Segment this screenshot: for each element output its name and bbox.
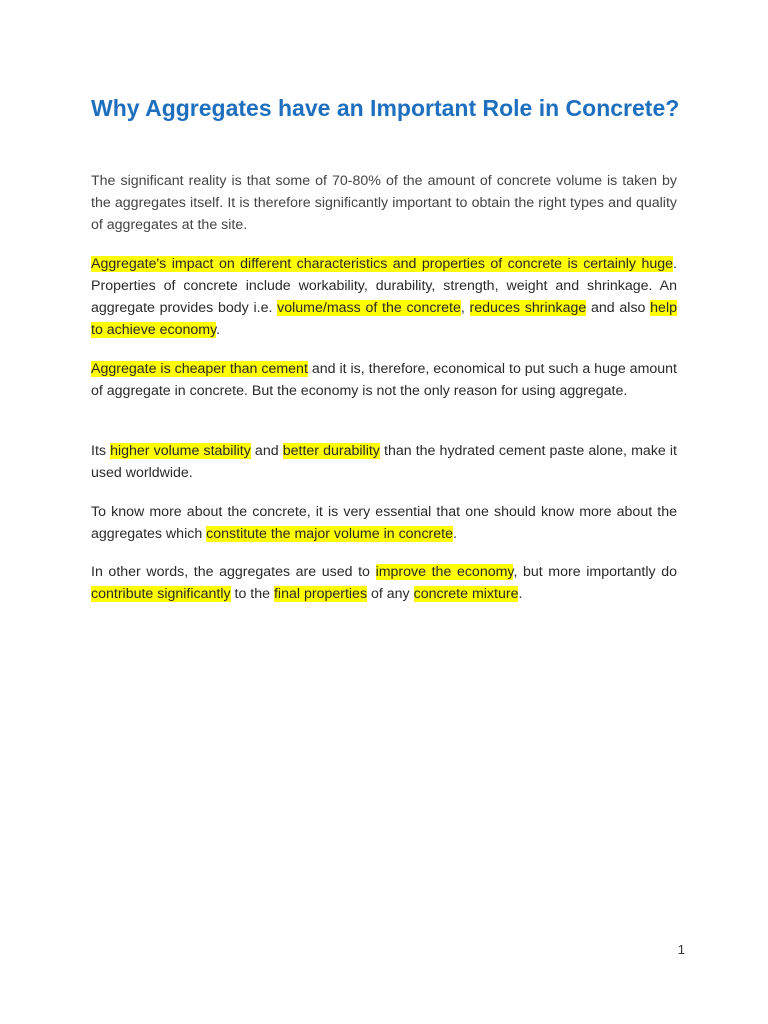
highlight-final-properties: final properties <box>273 586 368 602</box>
other-words-paragraph <box>91 561 677 605</box>
text-know-more: To know more about the concrete, it is very essential that one should know more about the aggregates which <box>91 504 677 542</box>
highlight-major-volume: constitute the major volume in concrete <box>206 526 453 542</box>
text-comma: , <box>460 300 470 316</box>
impact-paragraph <box>91 253 677 341</box>
stability-paragraph <box>91 440 677 484</box>
text-to-the: to the <box>230 586 274 602</box>
highlight-cheaper-than-cement: Aggregate is cheaper than cement <box>91 361 308 377</box>
cheaper-paragraph <box>91 358 677 402</box>
page-number: 1 <box>677 942 685 957</box>
highlight-improve-economy: improve the economy <box>375 564 514 580</box>
text-economical: and it is, therefore, economical to put such a huge amount of aggregate in concrete. But the economy is not the only reason for using aggregate. <box>91 361 678 399</box>
intro-paragraph: The significant reality is that some of 70-80% of the amount of concrete volume is taken by the aggregates itself. It is therefore significantly important to obtain the right types and quality of aggregates at the site. <box>91 173 677 233</box>
text-properties: . Properties of concrete include workability, durability, strength, weight and shrinkage. An aggregate provides body i.e. <box>91 256 677 316</box>
text-more-importantly: , but more importantly do <box>513 564 677 580</box>
highlight-impact: Aggregate's impact on different characteristics and properties of concrete is certainly huge <box>91 256 674 272</box>
highlight-concrete-mixture: concrete mixture <box>413 586 519 602</box>
highlight-reduces-shrinkage: reduces shrinkage <box>469 300 587 316</box>
text-and: and <box>250 443 283 459</box>
text-of-any: of any <box>367 586 414 602</box>
text-period: . <box>452 526 457 542</box>
know-more-paragraph <box>91 501 677 545</box>
text-and-also: and also <box>586 300 651 316</box>
highlight-contribute-significantly: contribute significantly <box>91 586 231 602</box>
text-its: Its <box>91 443 111 459</box>
highlight-economy: help to achieve economy <box>91 300 677 338</box>
page-title: Why Aggregates have an Important Role in Concrete? <box>91 95 680 121</box>
highlight-volume-stability: higher volume stability <box>110 443 251 459</box>
text-worldwide: than the hydrated cement paste alone, make it used worldwide. <box>91 443 678 481</box>
text-period: . <box>216 322 221 338</box>
highlight-better-durability: better durability <box>282 443 380 459</box>
text-period: . <box>518 586 523 602</box>
highlight-volume-mass: volume/mass of the concrete <box>277 300 461 316</box>
text-other-words: In other words, the aggregates are used to <box>91 564 376 580</box>
